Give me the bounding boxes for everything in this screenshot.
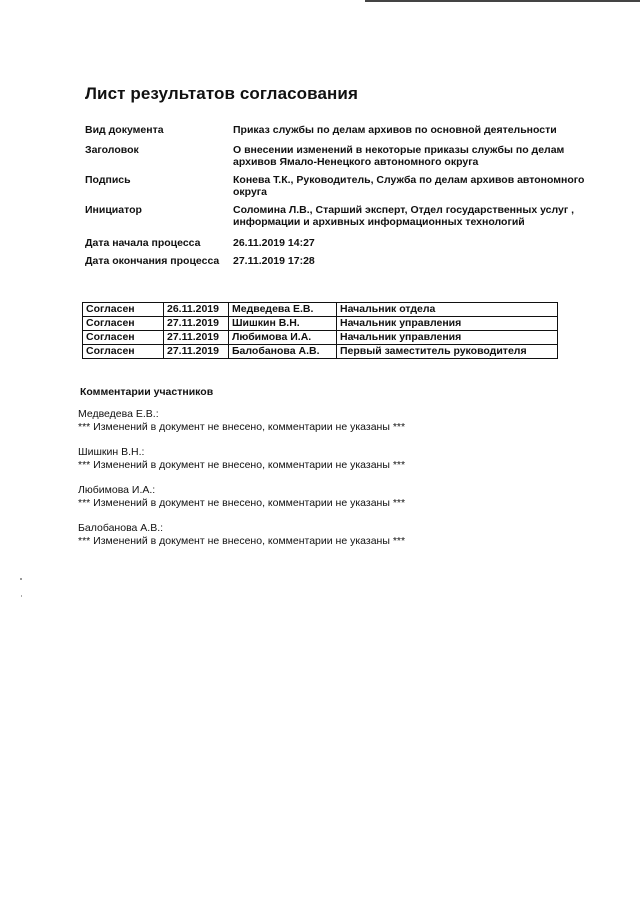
meta-row-heading — [85, 144, 595, 174]
approver-position: Начальник управления — [337, 331, 558, 345]
heading-label: Заголовок — [85, 144, 139, 156]
start-date-label: Дата начала процесса — [85, 237, 201, 249]
comment-text: *** Изменений в документ не внесено, комментарии не указаны *** — [78, 535, 406, 547]
scan-speck — [21, 595, 22, 597]
approver-position: Начальник отдела — [337, 303, 558, 317]
meta-row-signature — [85, 174, 595, 204]
table-row — [83, 317, 558, 331]
meta-row-initiator — [85, 204, 595, 237]
approver-name: Шишкин В.Н. — [229, 317, 337, 331]
table-row — [83, 303, 558, 317]
approval-status: Согласен — [83, 331, 164, 345]
comment-text: *** Изменений в документ не внесено, комментарии не указаны *** — [78, 459, 406, 471]
document-metadata — [85, 124, 595, 275]
list-item — [78, 408, 405, 446]
signature-value: Конева Т.К., Руководитель, Служба по делам архивов автономного округа — [233, 174, 585, 198]
table-row — [83, 331, 558, 345]
list-item — [78, 484, 405, 522]
approver-name: Любимова И.А. — [229, 331, 337, 345]
scan-edge-line — [365, 0, 640, 2]
approval-status: Согласен — [83, 317, 164, 331]
start-date-value: 26.11.2019 14:27 — [233, 237, 315, 249]
page-title: Лист результатов согласования — [85, 84, 358, 103]
comment-author: Балобанова А.В.: — [78, 522, 164, 534]
approval-status: Согласен — [83, 303, 164, 317]
table-row — [83, 345, 558, 359]
initiator-label: Инициатор — [85, 204, 142, 216]
comment-author: Медведева Е.В.: — [78, 408, 159, 420]
doc-type-value: Приказ службы по делам архивов по основной деятельности — [233, 124, 557, 136]
approval-date: 26.11.2019 — [164, 303, 229, 317]
approver-name: Балобанова А.В. — [229, 345, 337, 359]
heading-value: О внесении изменений в некоторые приказы службы по делам архивов Ямало-Ненецкого автономного округа — [233, 144, 565, 168]
signature-label: Подпись — [85, 174, 131, 186]
comment-text: *** Изменений в документ не внесено, комментарии не указаны *** — [78, 421, 406, 433]
comment-author: Шишкин В.Н.: — [78, 446, 145, 458]
initiator-value: Соломина Л.В., Старший эксперт, Отдел государственных услуг , информации и архивных информационных технологий — [233, 204, 575, 228]
approval-date: 27.11.2019 — [164, 331, 229, 345]
comment-author: Любимова И.А.: — [78, 484, 156, 496]
comments-heading: Комментарии участников — [80, 386, 214, 398]
approvals-table — [82, 302, 558, 359]
list-item — [78, 522, 405, 560]
scan-speck — [20, 578, 22, 580]
approval-date: 27.11.2019 — [164, 345, 229, 359]
comments-list — [78, 408, 405, 560]
doc-type-label: Вид документа — [85, 124, 164, 136]
meta-row-doc-type — [85, 124, 595, 144]
approver-position: Первый заместитель руководителя — [337, 345, 558, 359]
approver-position: Начальник управления — [337, 317, 558, 331]
meta-row-start-date — [85, 237, 595, 255]
approval-status: Согласен — [83, 345, 164, 359]
approval-date: 27.11.2019 — [164, 317, 229, 331]
end-date-value: 27.11.2019 17:28 — [233, 255, 315, 267]
comment-text: *** Изменений в документ не внесено, комментарии не указаны *** — [78, 497, 406, 509]
approver-name: Медведева Е.В. — [229, 303, 337, 317]
meta-row-end-date — [85, 255, 595, 275]
list-item — [78, 446, 405, 484]
end-date-label: Дата окончания процесса — [85, 255, 220, 267]
